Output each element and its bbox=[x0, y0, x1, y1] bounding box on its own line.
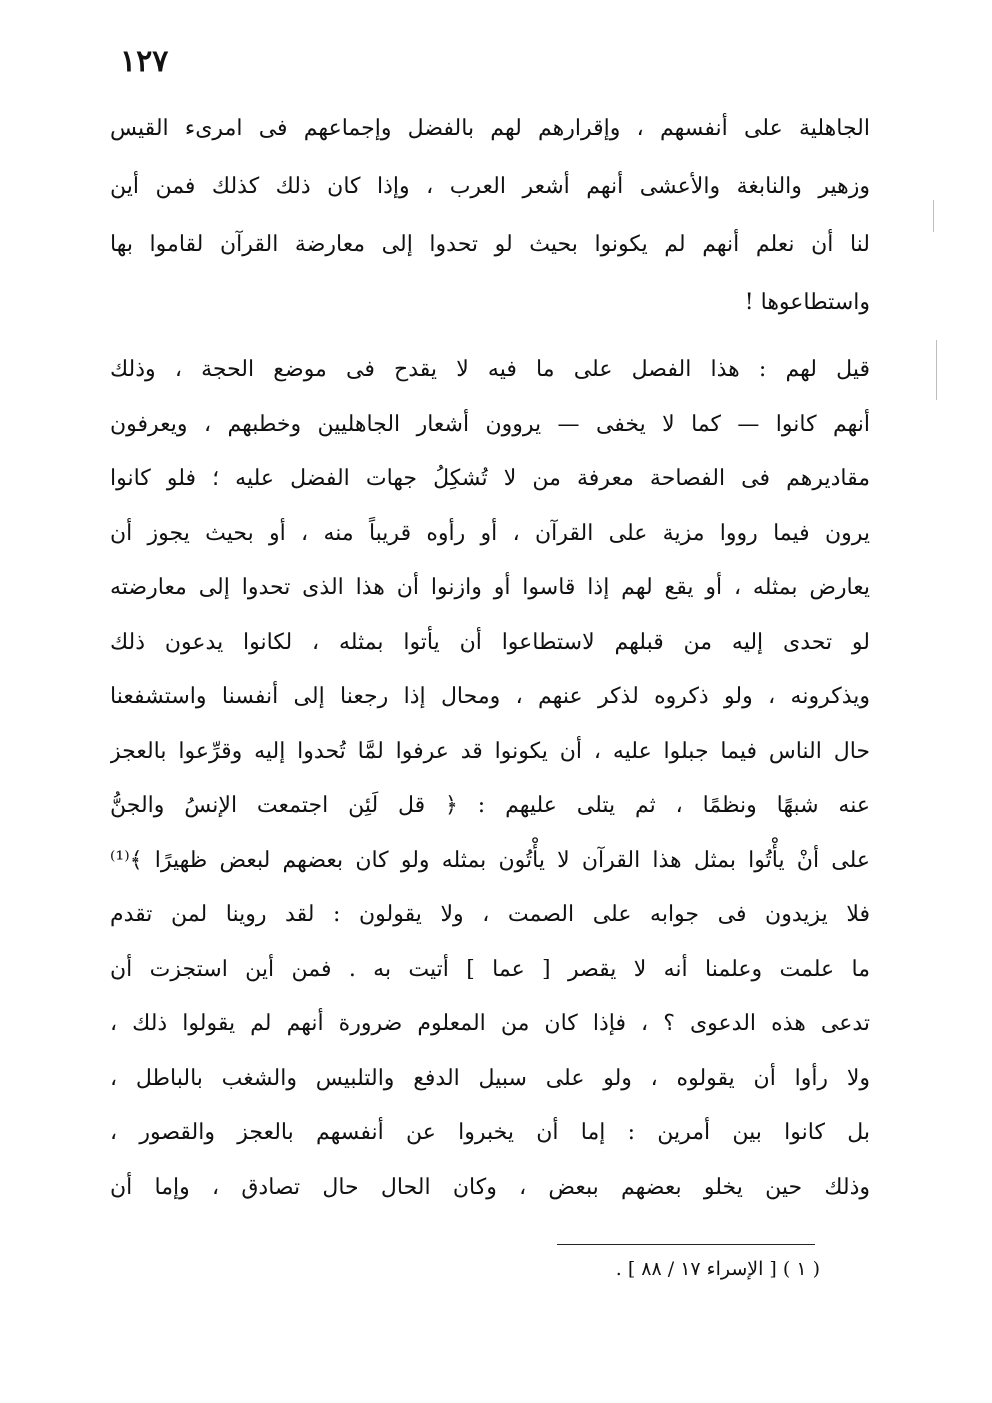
text-line: على أنْ يأْتُوا بمثل هذا القرآن لا يأْتُون بمثله ولو كان بعضهم لبعض ظهيرًا ﴾⁽¹⁾ bbox=[110, 847, 870, 873]
text-line: يعارض بمثله ، أو يقع لهم إذا قاسوا أو وازنوا أن هذا الذى تحدوا إلى معارضته bbox=[110, 575, 870, 600]
text-line: فلا يزيدون فى جوابه على الصمت ، ولا يقولون : لقد روينا لمن تقدم bbox=[110, 902, 870, 927]
paragraph-1 bbox=[110, 100, 870, 332]
text-line: وزهير والنابغة والأعشى أنهم أشعر العرب ، وإذا كان ذلك كذلك فمن أين bbox=[110, 174, 870, 199]
margin-mark bbox=[936, 340, 937, 400]
text-line: وذلك حين يخلو بعضهم ببعض ، وكان الحال حال تصادق ، وإما أن bbox=[110, 1174, 870, 1200]
footnote-divider bbox=[557, 1244, 815, 1245]
text-line: ولا رأوا أن يقولوه ، ولو على سبيل الدفع والتلبيس والشغب بالباطل ، bbox=[110, 1065, 870, 1091]
text-line: واستطاعوها ! bbox=[744, 290, 870, 315]
text-line: حال الناس فيما جبلوا عليه ، أن يكونوا قد عرفوا لمَّا تُحدوا إليه وقرِّعوا بالعجز bbox=[110, 738, 870, 764]
text-line: الجاهلية على أنفسهم ، وإقرارهم لهم بالفضل وإجماعهم فى امرىء القيس bbox=[110, 116, 870, 141]
text-line: عنه شبهًا ونظمًا ، ثم يتلى عليهم : ﴿ قل لَئِن اجتمعت الإنسُ والجنُّ bbox=[110, 793, 870, 818]
paragraph-2 bbox=[110, 343, 870, 1215]
text-line: مقاديرهم فى الفصاحة معرفة من لا تُشكِلُ جهات الفضل عليه ؛ فلو كانوا bbox=[110, 466, 870, 491]
text-line: ويذكرونه ، ولو ذكروه لذكر عنهم ، ومحال إذا رجعنا إلى أنفسنا واستشفعنا bbox=[110, 684, 870, 709]
text-line: لنا أن نعلم أنهم لم يكونوا بحيث لو تحدوا إلى معارضة القرآن لقاموا بها bbox=[110, 232, 870, 257]
footnote: ( ١ ) [ الإسراء ١٧ / ٨٨ ] . bbox=[615, 1258, 820, 1280]
text-line: تدعى هذه الدعوى ؟ ، فإذا كان من المعلوم ضرورة أنهم لم يقولوا ذلك ، bbox=[110, 1011, 870, 1036]
text-line: بل كانوا بين أمرين : إما أن يخبروا عن أنفسهم بالعجز والقصور ، bbox=[110, 1120, 870, 1145]
text-line: أنهم كانوا — كما لا يخفى — يروون أشعار الجاهليين وخطبهم ، ويعرفون bbox=[110, 411, 870, 437]
text-line: يرون فيما رووا مزية على القرآن ، أو رأوه قريباً منه ، أو بحيث يجوز أن bbox=[110, 520, 870, 546]
text-line: لو تحدى إليه من قبلهم لاستطاعوا أن يأتوا بمثله ، لكانوا يدعون ذلك bbox=[110, 629, 870, 655]
text-line: قيل لهم : هذا الفصل على ما فيه لا يقدح فى موضع الحجة ، وذلك bbox=[110, 357, 870, 382]
text-line: ما علمت وعلمنا أنه لا يقصر [ عما ] أتيت به . فمن أين استجزت أن bbox=[110, 956, 870, 982]
margin-mark bbox=[933, 200, 934, 232]
page-number: ١٢٧ bbox=[120, 44, 169, 79]
